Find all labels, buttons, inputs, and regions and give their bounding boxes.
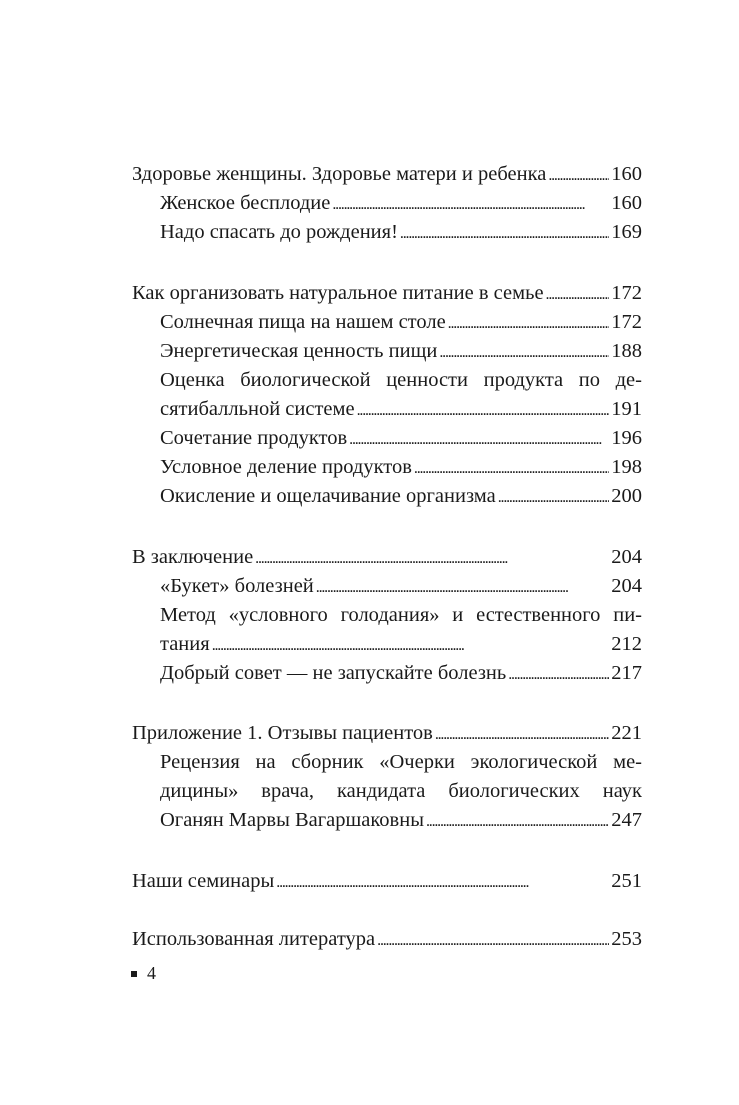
toc-entry-title [160,601,642,630]
dot-leader [426,806,609,836]
toc-entry-save-before-birth[interactable] [160,218,642,247]
dot-leader [212,630,610,660]
word: де- [615,369,642,391]
toc-section-conclusion[interactable] [132,543,642,572]
toc-page-number: 196 [611,427,642,449]
toc-entry-bio-value-line1[interactable] [160,366,642,395]
toc-entry-title: Условное деление продуктов [160,456,412,478]
word: Метод [160,604,216,626]
toc-entry-food-division[interactable] [160,453,642,482]
toc-page-number: 172 [611,311,642,333]
toc-entry-energy-value[interactable] [160,337,642,366]
toc-entry-title: Солнечная пища на нашем столе [160,311,446,333]
word: на [255,751,276,773]
word: биологической [240,369,371,391]
toc-page-number: 191 [611,398,642,420]
toc-section-references[interactable] [132,925,642,954]
toc-section-womens-health[interactable] [132,160,642,189]
word: «условного [228,604,328,626]
dot-leader [439,337,609,367]
toc-page-number: 160 [611,192,642,214]
toc-page-number: 251 [611,870,642,892]
toc-entry-title: Сочетание продуктов [160,427,348,449]
toc-entry-acid-alkaline[interactable] [160,482,642,511]
toc-entry-title [160,777,642,806]
word: естественного [476,604,601,626]
toc-entry-solar-food[interactable] [160,308,642,337]
toc-entry-title: сятибалльной системе [160,398,355,420]
toc-page-number: 253 [611,928,642,950]
word: ме- [613,751,642,773]
dot-leader [357,395,610,425]
word: «Очерки [379,751,455,773]
dot-leader [332,189,609,219]
dot-leader [276,867,609,897]
word: экологической [470,751,598,773]
toc-entry-title: Энергетическая ценность пищи [160,340,438,362]
dot-leader [448,308,610,338]
toc-page-number: 169 [611,221,642,243]
toc-entry-review-line2[interactable] [160,777,642,806]
dot-leader [349,424,609,454]
word: сборник [291,751,364,773]
word: наук [602,780,642,802]
toc-page-number: 160 [611,163,642,185]
word: кандидата [336,780,426,802]
toc-entry-title: Окисление и ощелачивание организма [160,485,496,507]
toc-entry-title [160,366,642,395]
square-bullet-icon [131,971,137,977]
word: пи- [613,604,642,626]
toc-entry-title: Оганян Марвы Вагаршаковны [160,809,424,831]
toc-entry-fasting-method-line1[interactable] [160,601,642,630]
toc-entry-review-line1[interactable] [160,748,642,777]
word: ценности [386,369,468,391]
toc-section-appendix[interactable] [132,719,642,748]
dot-leader [400,218,609,248]
toc-entry-infertility[interactable] [160,189,642,218]
toc-section-natural-nutrition[interactable] [132,279,642,308]
toc-entry-title: В заключение [132,546,254,568]
toc-entry-title: «Букет» болезней [160,575,314,597]
word: дицины» [160,780,239,802]
toc-page-number: 204 [611,546,642,568]
toc-page-number: 198 [611,456,642,478]
toc-page-number: 221 [611,722,642,744]
word: продукта [483,369,564,391]
dot-leader [546,279,610,309]
dot-leader [377,925,609,955]
toc-entry-title: тания [160,633,210,655]
toc-entry-food-combining[interactable] [160,424,642,453]
toc-page-number: 217 [611,662,642,684]
word: голодания» [340,604,440,626]
toc-entry-title: Добрый совет — не запускайте болезнь [160,662,507,684]
toc-page-number: 172 [611,282,642,304]
toc-entry-title [160,748,642,777]
page-number: 4 [147,963,156,983]
dot-leader [414,453,609,483]
page-footer [131,963,156,984]
toc-page-number: 188 [611,340,642,362]
word: Рецензия [160,751,240,773]
dot-leader [508,659,609,689]
toc-entry-title: Женское бесплодие [160,192,331,214]
toc-entry-bio-value[interactable] [160,395,642,424]
toc-entry-review[interactable] [160,806,642,835]
toc-page-number: 200 [611,485,642,507]
toc-entry-title: Здоровье женщины. Здоровье матери и ребенка [132,163,547,185]
word: врача, [261,780,315,802]
dot-leader [498,482,610,512]
dot-leader [435,719,609,749]
dot-leader [548,160,609,190]
toc-section-seminars[interactable] [132,867,642,896]
toc-entry-bouquet-of-diseases[interactable] [160,572,642,601]
word: и [452,604,464,626]
word: по [578,369,600,391]
toc-entry-title: Надо спасать до рождения! [160,221,398,243]
toc-entry-title: Использованная литература [132,928,376,950]
dot-leader [316,572,609,602]
toc-entry-title: Наши семинары [132,870,275,892]
toc-entry-good-advice[interactable] [160,659,642,688]
toc-entry-title: Как организовать натуральное питание в семье [132,282,544,304]
dot-leader [255,543,609,573]
toc-entry-title: Приложение 1. Отзывы пациентов [132,722,433,744]
toc-entry-fasting-method[interactable] [160,630,642,659]
word: Оценка [160,369,225,391]
toc-page-number: 247 [611,809,642,831]
toc-page-number: 204 [611,575,642,597]
word: биологических [448,780,580,802]
toc-page-number: 212 [611,633,642,655]
